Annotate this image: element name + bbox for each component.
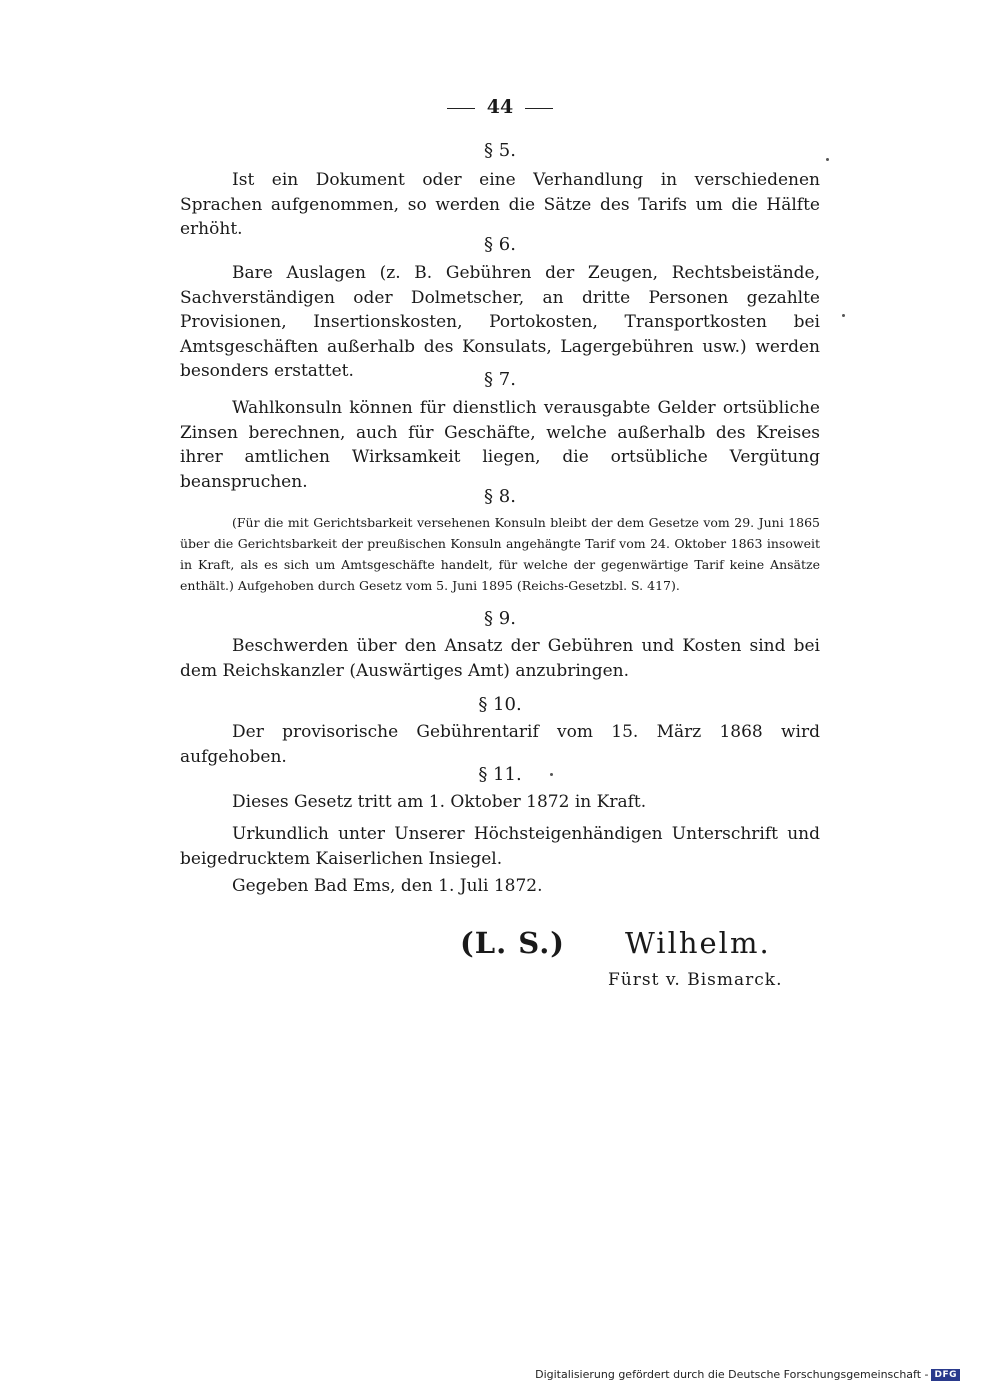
emperor-signature: Wilhelm. [625,926,771,960]
print-speck [842,314,845,317]
section-text-8: (Für die mit Gerichtsbarkeit versehenen Konsuln bleibt der dem Gesetze vom 29. Juni 1865 über die Gerichtsbarkeit der preußischen Konsuln angehängte Tarif vom 24. Oktober 1863 insoweit in Kraft, als es sich um Amtsgeschäfte handelt, für welche der gegenwärtige Tarif keine Ansätze enthält.) Aufgehoben durch Gesetz vom 5. Juni 1895 (Reichs-Gesetzbl. S. 417). [180,515,820,593]
section-text-10: Der provisorische Gebührentarif vom 15. März 1868 wird aufgehoben. [180,722,820,767]
closing-date-place: Gegeben Bad Ems, den 1. Juli 1872. [232,876,543,896]
seal-mark: (L. S.) [460,926,566,960]
section-text-11: Dieses Gesetz tritt am 1. Oktober 1872 in Kraft. [232,792,647,812]
section-heading-5: § 5. [484,140,516,161]
page-number [0,96,1000,118]
section-heading-8: § 8. [484,486,516,507]
section-heading-6: § 6. [484,234,516,255]
footer-credit [535,1368,960,1381]
section-heading-11: § 11. [478,764,522,785]
print-speck [826,158,829,161]
section-heading-10: § 10. [478,694,522,715]
section-text-5: Ist ein Dokument oder eine Verhandlung in verschiedenen Sprachen aufgenommen, so werden die Sätze des Tarifs um die Hälfte erhöht. [180,170,820,239]
section-text-9: Beschwerden über den Ansatz der Gebühren und Kosten sind bei dem Reichskanzler (Auswärtiges Amt) anzubringen. [180,636,820,681]
closing-attestation: Urkundlich unter Unserer Höchsteigenhändigen Unterschrift und beigedrucktem Kaiserlichen Insiegel. [180,824,820,869]
chancellor-signature: Fürst v. Bismarck. [608,970,783,990]
section-heading-9: § 9. [484,608,516,629]
section-text-6: Bare Auslagen (z. B. Gebühren der Zeugen, Rechtsbeistände, Sachverständigen oder Dolmetscher, an dritte Personen gezahlte Provisionen, Insertionskosten, Portokosten, Transportkosten bei Amtsgeschäften außerhalb des Konsulats, Lagergebühren usw.) werden besonders erstattet. [180,263,820,381]
print-speck [550,773,553,776]
section-heading-7: § 7. [484,369,516,390]
page-number-value: 44 [486,96,514,118]
dash-right [525,108,553,109]
dfg-logo-icon: DFG [931,1369,960,1381]
footer-text: Digitalisierung gefördert durch die Deutsche Forschungsgemeinschaft - [535,1368,929,1381]
section-text-7: Wahlkonsuln können für dienstlich verausgabte Gelder ortsübliche Zinsen berechnen, auch für Geschäfte, welche außerhalb des Kreises ihrer amtlichen Wirksamkeit liegen, die ortsübliche Vergütung beanspruchen. [180,398,820,492]
dash-left [447,108,475,109]
